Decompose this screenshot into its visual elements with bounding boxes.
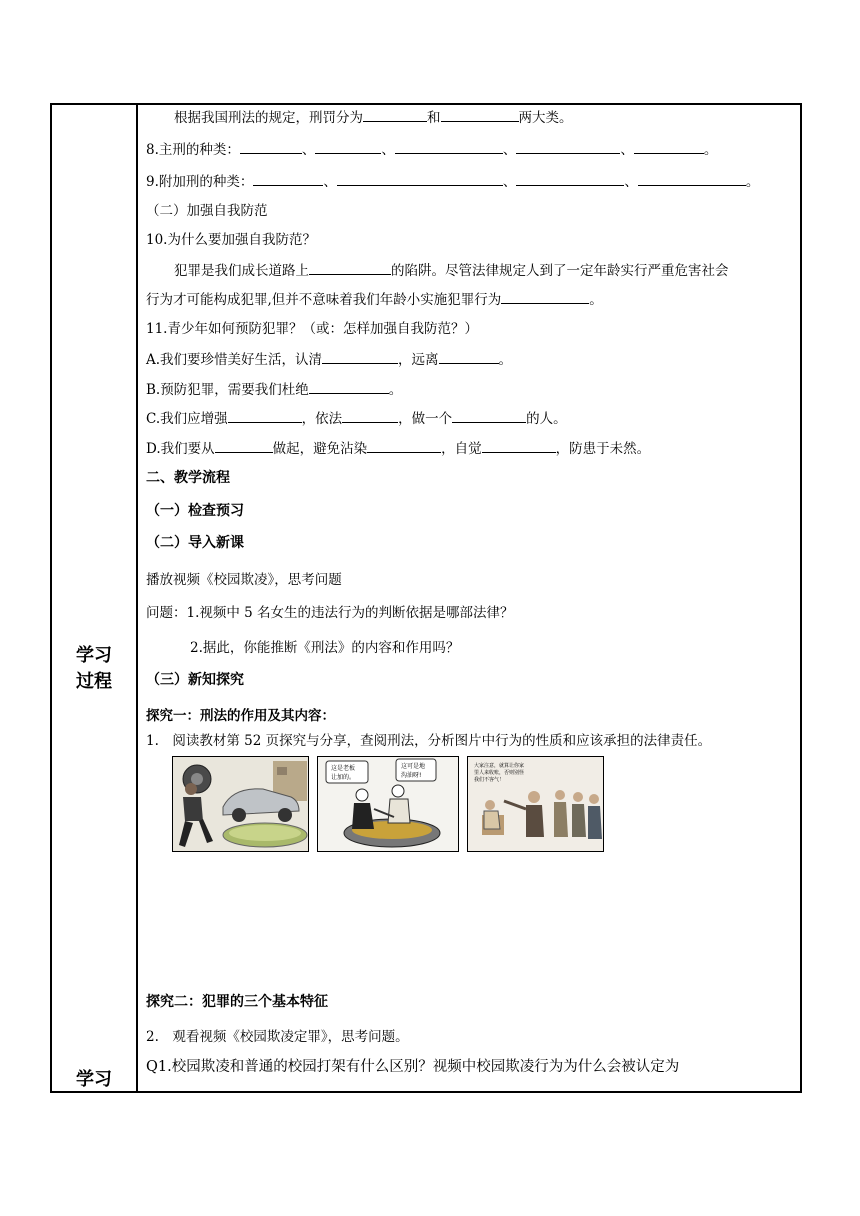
heading-new-lesson: （二）导入新课 [146, 535, 244, 551]
heading-check-preview: （一）检查预习 [146, 503, 244, 519]
blank [315, 139, 381, 154]
left-label-column [52, 105, 138, 1091]
label-learning: 学习 [76, 1069, 112, 1090]
bubble3-line1: 大家注意，就算让你家 [474, 763, 525, 769]
text: 做起，避免沾染 [272, 441, 368, 457]
option-b [146, 379, 402, 400]
text: ，做一个 [398, 411, 453, 427]
label-learning-process-line1: 学习 [76, 645, 112, 666]
text: 9.附加刑的种类： [146, 174, 254, 190]
blank [309, 260, 391, 275]
text: 。 [703, 142, 718, 158]
text: 。 [498, 352, 513, 368]
text: 、 [620, 142, 634, 158]
bubble3-line3: 我们不客气！ [474, 777, 505, 783]
blank [452, 408, 526, 423]
text: 、 [301, 142, 316, 158]
paragraph-10-line2 [146, 289, 603, 310]
blank [322, 349, 398, 364]
heading-teaching-process: 二、教学流程 [146, 470, 230, 486]
blank [240, 139, 302, 154]
blank [516, 139, 620, 154]
additional-penalty-line [146, 171, 759, 192]
text: ，防患于未然。 [555, 441, 651, 457]
video-prompt: 播放视频《校园欺凌》，思考问题 [146, 572, 342, 588]
bubble2-line1: 这可是地 [401, 763, 426, 770]
blank [367, 438, 441, 453]
text: 的人。 [526, 411, 567, 427]
question-q1: Q1.校园欺凌和普通的校园打架有什么区别？视频中校园欺凌行为为什么会被认定为 [146, 1059, 680, 1075]
lesson-table [50, 103, 802, 1093]
paragraph-10-line1 [174, 260, 729, 281]
blank [228, 408, 302, 423]
option-a [146, 349, 512, 370]
blank [395, 139, 503, 154]
text: 。 [388, 382, 403, 398]
label-learning-process [52, 643, 136, 695]
theft-drawing [173, 757, 309, 852]
illustration-theft [172, 756, 309, 852]
question-1: 问题：1.视频中 5 名女生的违法行为的判断依据是哪部法律？ [146, 605, 514, 621]
option-c [146, 408, 567, 429]
text: ，远离 [398, 352, 439, 368]
text: 的陷阱。尽管法律规定人到了一定年龄实行严重危害社会 [391, 263, 729, 279]
text: ，依法 [301, 411, 343, 427]
explore-2-title: 探究二：犯罪的三个基本特征 [146, 994, 328, 1010]
explore-1-title: 探究一：刑法的作用及其内容： [146, 708, 335, 724]
blank [309, 379, 389, 394]
blank [501, 289, 589, 304]
text: ，自觉 [441, 441, 482, 457]
text: 8.主刑的种类： [146, 142, 240, 158]
blank [516, 171, 624, 186]
text: 、 [624, 174, 638, 190]
text: D.我们要从 [146, 441, 215, 457]
text: 、 [502, 174, 517, 190]
blank [342, 408, 398, 423]
task-2: 2. 观看视频《校园欺凌定罪》，思考问题。 [146, 1029, 409, 1045]
bubble1-line2: 让加的。 [331, 774, 356, 781]
illustration-gutter-oil [317, 756, 459, 852]
text: 。 [589, 292, 603, 308]
illustration-threat [467, 756, 604, 852]
penalty-line [174, 107, 573, 128]
main-penalty-line [146, 139, 717, 160]
label-learning-process-line2: 过程 [76, 671, 112, 692]
text: 行为才可能构成犯罪,但并不意味着我们年龄小实施犯罪行为 [146, 292, 502, 308]
heading-explore: （三）新知探究 [146, 672, 244, 688]
text: 两大类。 [518, 110, 573, 126]
task-1: 1. 阅读教材第 52 页探究与分享，查阅刑法，分析图片中行为的性质和应该承担的法律责任。 [146, 733, 712, 749]
blank [337, 171, 503, 186]
blank [253, 171, 323, 186]
blank [638, 171, 746, 186]
text: 、 [323, 174, 337, 190]
text: 犯罪是我们成长道路上 [174, 263, 309, 279]
blank [363, 107, 427, 122]
threat-drawing [468, 757, 604, 852]
text: A.我们要珍惜美好生活，认清 [146, 352, 323, 368]
bubble3-line2: 里人来收账，否则别怪 [474, 770, 525, 776]
option-d [146, 438, 650, 459]
text: 和 [427, 110, 441, 126]
text: 根据我国刑法的规定，刑罚分为 [174, 110, 363, 126]
blank [215, 438, 273, 453]
blank [441, 107, 519, 122]
bubble2-line2: 沟油呀! [401, 772, 422, 779]
blank [439, 349, 499, 364]
text: 、 [381, 142, 395, 158]
gutter-oil-drawing [318, 757, 459, 852]
text: B.预防犯罪，需要我们杜绝 [146, 382, 309, 398]
section-self-protection: （二）加强自我防范 [146, 203, 268, 219]
blank [634, 139, 704, 154]
question-10: 10.为什么要加强自我防范？ [146, 232, 316, 248]
blank [482, 438, 556, 453]
text: 。 [745, 174, 760, 190]
question-11: 11.青少年如何预防犯罪？（或：怎样加强自我防范？） [146, 321, 478, 337]
text: C.我们应增强 [146, 411, 228, 427]
question-2: 2.据此，你能推断《刑法》的内容和作用吗？ [190, 640, 460, 656]
bubble1-line1: 这是老板 [331, 765, 356, 772]
text: 、 [502, 142, 517, 158]
